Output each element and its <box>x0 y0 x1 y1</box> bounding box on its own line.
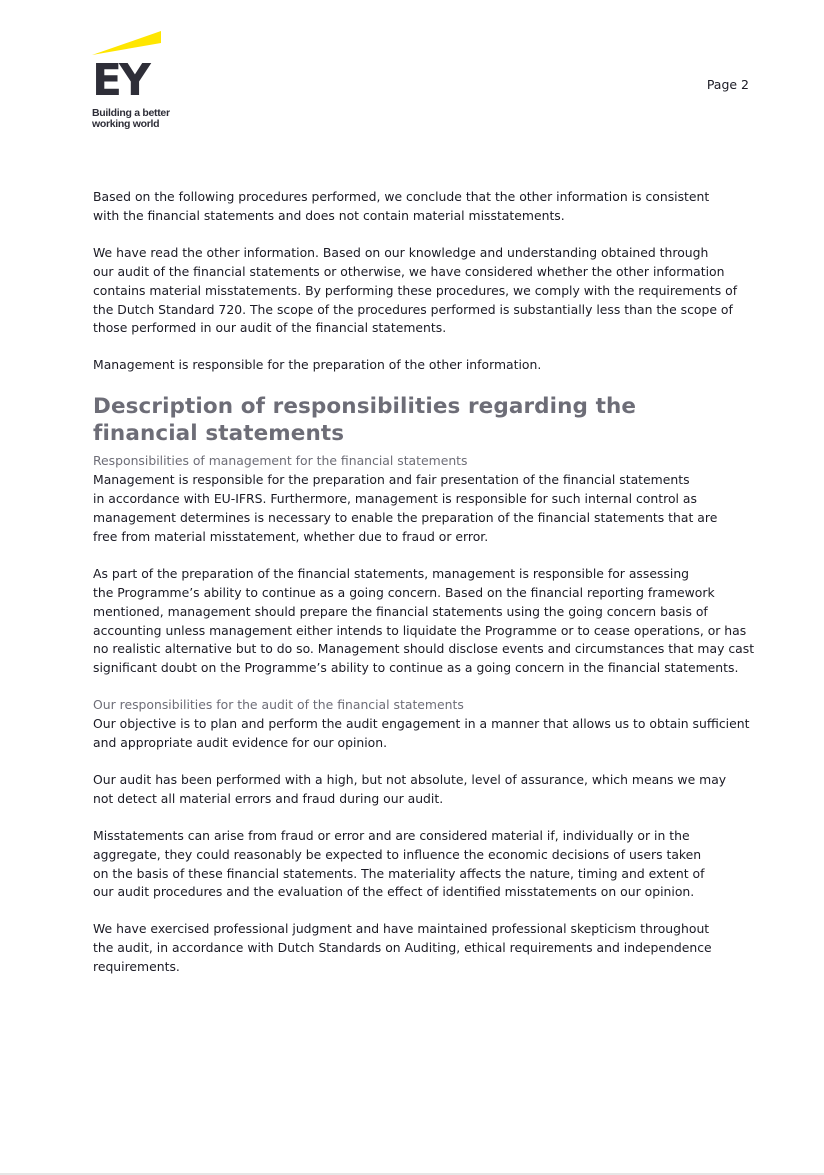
paragraph-management-other-info <box>93 356 758 375</box>
text-line: We have exercised professional judgment and have maintained professional skepticism throughout <box>93 921 710 937</box>
text-line: requirements. <box>93 959 180 975</box>
text-line: the Dutch Standard 720. The scope of the procedures performed is substantially less than the scope of <box>93 301 733 317</box>
text-line: the audit, in accordance with Dutch Standards on Auditing, ethical requirements and independence <box>93 940 712 956</box>
text-line: Our audit has been performed with a high, but not absolute, level of assurance, which means we may <box>93 771 727 787</box>
text-line: accounting unless management either intends to liquidate the Programme or to cease operations, or has <box>93 622 747 638</box>
text-line: with the financial statements and does not contain material misstatements. <box>93 207 565 223</box>
paragraph-going-concern <box>93 565 758 678</box>
paragraph-professional-judgment <box>93 920 758 977</box>
text-line: Management is responsible for the preparation and fair presentation of the financial statements <box>93 472 690 488</box>
paragraph-assurance-level <box>93 771 758 809</box>
text-line: on the basis of these financial statements. The materiality affects the nature, timing and extent of <box>93 865 705 881</box>
text-line: As part of the preparation of the financial statements, management is responsible for assessing <box>93 565 690 581</box>
text-line: We have read the other information. Based on our knowledge and understanding obtained through <box>93 244 709 260</box>
page-number: Page 2 <box>706 77 749 92</box>
text-line: those performed in our audit of the financial statements. <box>93 320 447 336</box>
text-line: management determines is necessary to enable the preparation of the financial statements that are <box>93 509 718 525</box>
document-body <box>93 188 758 995</box>
logo-beam-icon <box>92 30 164 58</box>
text-line: mentioned, management should prepare the financial statements using the going concern basis of <box>93 603 708 619</box>
paragraph-other-information <box>93 244 758 339</box>
text-line: not detect all material errors and fraud during our audit. <box>93 790 444 806</box>
text-line: Management is responsible for the preparation of the other information. <box>93 357 542 373</box>
text-line: Based on the following procedures performed, we conclude that the other information is consistent <box>93 189 710 204</box>
text-line: in accordance with EU-IFRS. Furthermore, management is responsible for such internal control as <box>93 491 697 507</box>
subheading-management-responsibilities: Responsibilities of management for the financial statements <box>93 453 468 469</box>
text-line: contains material misstatements. By performing these procedures, we comply with the requirements of <box>93 282 738 298</box>
text-line: our audit of the financial statements or otherwise, we have considered whether the other information <box>93 263 725 279</box>
text-line: and appropriate audit evidence for our opinion. <box>93 735 388 751</box>
logo-tagline-line: Building a better <box>92 107 170 119</box>
paragraph-conclusion <box>93 188 758 226</box>
text-line: Our objective is to plan and perform the audit engagement in a manner that allows us to obtain sufficient <box>93 716 750 732</box>
logo-tagline <box>92 108 192 130</box>
paragraph-materiality <box>93 827 758 903</box>
text-line: no realistic alternative but to do so. Management should disclose events and circumstances that may cast <box>93 641 755 657</box>
text-line: the Programme’s ability to continue as a going concern. Based on the financial reporting framework <box>93 584 715 600</box>
logo-letters: EY <box>92 55 148 106</box>
ey-logo <box>92 30 192 134</box>
heading-line: financial statements <box>93 421 345 447</box>
text-line: free from material misstatement, whether due to fraud or error. <box>93 528 489 544</box>
paragraph-management-responsibility <box>93 471 758 547</box>
text-line: our audit procedures and the evaluation of the effect of identified misstatements on our opinion. <box>93 884 695 900</box>
text-line: significant doubt on the Programme’s ability to continue as a going concern in the financial statements. <box>93 660 739 676</box>
text-line: aggregate, they could reasonably be expected to influence the economic decisions of users taken <box>93 846 702 862</box>
section-heading <box>93 393 758 447</box>
heading-line: Description of responsibilities regarding the <box>93 394 637 420</box>
subheading-auditor-responsibilities: Our responsibilities for the audit of the financial statements <box>93 697 464 713</box>
paragraph-audit-objective <box>93 715 758 753</box>
logo-tagline-line: working world <box>92 118 160 130</box>
text-line: Misstatements can arise from fraud or error and are considered material if, individually or in the <box>93 827 690 843</box>
